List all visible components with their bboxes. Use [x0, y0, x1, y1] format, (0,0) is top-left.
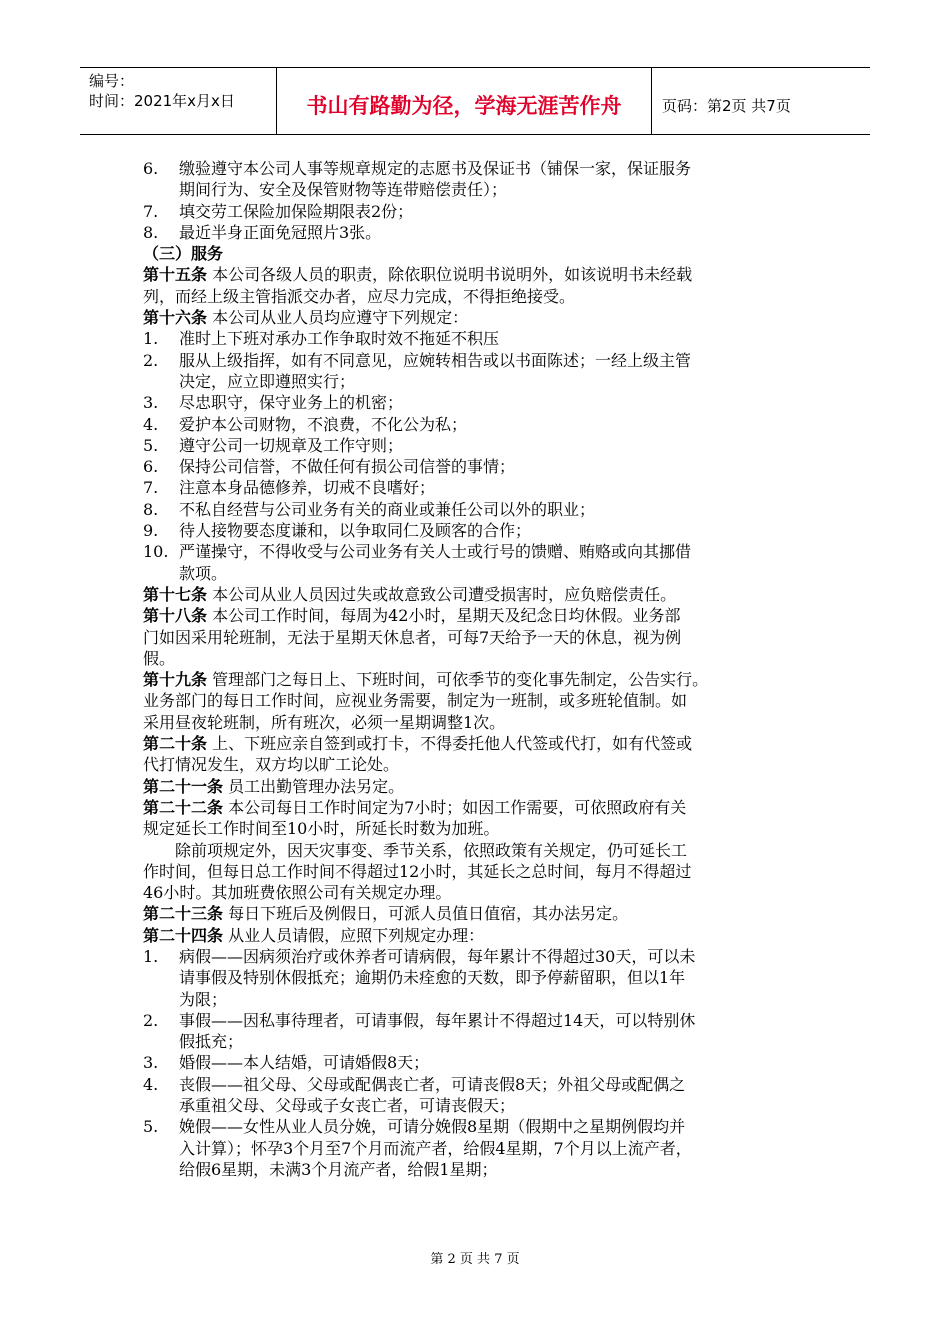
article-text: 本公司各级人员的职责，除依职位说明书说明外，如该说明书未经载 [207, 265, 693, 285]
list-item [143, 158, 823, 201]
list-text-line: 最近半身正面免冠照片3张。 [179, 222, 382, 242]
list-text-line: 病假——因病须治疗或休养者可请病假，每年累计不得超过30天，可以未 [179, 946, 696, 966]
list-text [179, 477, 823, 498]
list-text [179, 158, 823, 201]
list-text-line: 爱护本公司财物，不浪费，不化公为私； [179, 414, 468, 434]
list-item [143, 392, 823, 413]
list-text-line: 尽忠职守，保守业务上的机密； [179, 393, 404, 413]
document-body [143, 158, 823, 1180]
list-text-line: 注意本身品德修养，切戒不良嗜好； [179, 478, 436, 498]
header-meta [80, 68, 277, 134]
list-text [179, 1052, 823, 1073]
list-text [179, 1116, 823, 1180]
article-text: 本公司每日工作时间定为7小时；如因工作需要，可依照政府有关 [223, 797, 687, 817]
article-title: 第二十三条 [143, 904, 224, 924]
list-number: 7. [143, 201, 159, 221]
list-item [143, 414, 823, 435]
header-motto: 书山有路勤为径，学海无涯苦作舟 [277, 68, 652, 134]
list-item [143, 946, 823, 1010]
article-22 [143, 797, 823, 903]
article-text: 每日下班后及例假日，可派人员值日值宿，其办法另定。 [223, 904, 629, 924]
list-number: 2. [143, 350, 159, 370]
article-text: 采用昼夜轮班制，所有班次，必须一星期调整1次。 [143, 712, 506, 732]
list-text-line: 待人接物要态度谦和，以争取同仁及顾客的合作； [179, 521, 532, 541]
article-text: 本公司从业人员均应遵守下列规定： [207, 308, 469, 328]
list-number: 4. [143, 414, 159, 434]
list-text-line: 为限； [179, 989, 228, 1009]
list-text [179, 946, 823, 1010]
list-text [179, 1074, 823, 1117]
number-label: 编号： [89, 72, 135, 90]
article-text: 规定延长工作时间至10小时，所延长时数为加班。 [143, 819, 500, 839]
list-text [179, 520, 823, 541]
list-text-line: 婚假——本人结婚，可请婚假8天； [179, 1053, 430, 1073]
article-text: 员工出勤管理办法另定。 [223, 776, 405, 796]
article-text: 业务部门的每日工作时间，应视业务需要，制定为一班制，或多班轮值制。如 [143, 691, 688, 711]
article-text: 代打情况发生，双方均以旷工论处。 [143, 755, 400, 775]
article-title: 第二十四条 [143, 925, 224, 945]
list-number: 4. [143, 1074, 159, 1094]
list-item [143, 328, 823, 349]
list-number: 5. [143, 1117, 159, 1137]
list-text-line: 缴验遵守本公司人事等规章规定的志愿书及保证书（铺保一家，保证服务 [179, 159, 692, 178]
article-18 [143, 605, 823, 669]
list-item [143, 477, 823, 498]
list-text [179, 222, 823, 243]
list-text-line: 假抵充； [179, 1032, 244, 1052]
list-number: 8. [143, 222, 159, 242]
article-title: 第十八条 [143, 606, 208, 626]
list-item [143, 456, 823, 477]
article-text: 本公司工作时间，每周为42小时，星期天及纪念日均休假。业务部 [207, 606, 681, 626]
article-title: 第十六条 [143, 308, 208, 328]
list-item [143, 1010, 823, 1053]
list-item [143, 1116, 823, 1180]
list-number: 3. [143, 1053, 159, 1073]
list-number: 6. [143, 159, 159, 178]
list-text-line: 款项。 [179, 563, 228, 583]
list-text-line: 入计算）；怀孕3个月至7个月而流产者，给假4星期，7个月以上流产者， [179, 1138, 692, 1158]
list-text-line: 决定，应立即遵照实行； [179, 371, 356, 391]
article-text: 假。 [143, 648, 176, 668]
list-number: 10. [143, 542, 169, 562]
list-text-line: 保持公司信誉，不做任何有损公司信誉的事情； [179, 457, 516, 477]
article-24 [143, 925, 823, 946]
article-19 [143, 669, 823, 733]
list-number: 7. [143, 478, 159, 498]
list-text-line: 不私自经营与公司业务有关的商业或兼任公司以外的职业； [179, 499, 596, 519]
list-text-line: 娩假——女性从业人员分娩，可请分娩假8星期（假期中之星期例假均并 [179, 1117, 686, 1137]
list-text-line: 事假——因私事待理者，可请事假，每年累计不得超过14天，可以特别休 [179, 1010, 696, 1030]
list-number: 5. [143, 435, 159, 455]
section-title: （三）服务 [143, 244, 224, 264]
article-title: 第十七条 [143, 584, 208, 604]
article-text: 门如因采用轮班制，无法于星期天休息者，可每7天给予一天的休息，视为例 [143, 627, 682, 647]
article-21 [143, 776, 823, 797]
list-item [143, 350, 823, 393]
article-text: 列，而经上级主管指派交办者，应尽力完成，不得拒绝接受。 [143, 286, 576, 306]
article-15 [143, 264, 823, 307]
list-text-line: 丧假——祖父母、父母或配偶丧亡者，可请丧假8天；外祖父母或配偶之 [179, 1074, 686, 1094]
header-page-info: 页码：第2页 共7页 [662, 96, 791, 115]
article-title: 第二十二条 [143, 797, 224, 817]
list-number: 8. [143, 499, 159, 519]
article-20 [143, 733, 823, 776]
list-text-line: 请事假及特别休假抵充；逾期仍未痊愈的天数，即予停薪留职，但以1年 [179, 968, 686, 988]
list-text [179, 201, 823, 222]
list-text [179, 456, 823, 477]
article-16 [143, 307, 823, 328]
list-number: 9. [143, 521, 159, 541]
list-item [143, 499, 823, 520]
page-header [80, 67, 870, 135]
list-text [179, 392, 823, 413]
article-16-list [143, 328, 823, 584]
list-item [143, 520, 823, 541]
list-item [143, 222, 823, 243]
page-footer: 第 2 页 共 7 页 [430, 1252, 520, 1267]
list-item [143, 201, 823, 222]
list-text [179, 541, 823, 584]
article-title: 第十五条 [143, 265, 208, 285]
list-text-line: 填交劳工保险加保险期限表2份； [179, 201, 414, 221]
article-text: 作时间，但每日总工作时间不得超过12小时，其延长之总时间，每月不得超过 [143, 861, 692, 881]
list-number: 2. [143, 1010, 159, 1030]
list-item [143, 1074, 823, 1117]
list-text-line: 给假6星期，未满3个月流产者，给假1星期； [179, 1159, 498, 1179]
list-text [179, 414, 823, 435]
article-text: 上、下班应亲自签到或打卡，不得委托他人代签或代打，如有代签或 [207, 734, 693, 754]
list-text [179, 350, 823, 393]
list-text-line: 严谨操守，不得收受与公司业务有关人士或行号的馈赠、贿赂或向其挪借 [179, 542, 692, 562]
article-title: 第二十条 [143, 734, 208, 754]
article-23 [143, 903, 823, 924]
list-text-line: 期间行为、安全及保管财物等连带赔偿责任）； [179, 180, 508, 200]
article-text: 46小时。其加班费依照公司有关规定办理。 [143, 883, 452, 903]
list-item [143, 541, 823, 584]
intro-list [143, 158, 823, 243]
list-item [143, 435, 823, 456]
article-text: 除前项规定外，因天灾事变、季节关系，依照政策有关规定，仍可延长工 [175, 840, 688, 860]
list-number: 3. [143, 393, 159, 413]
list-text [179, 328, 823, 349]
article-text: 本公司从业人员因过失或故意致公司遭受损害时，应负赔偿责任。 [207, 584, 677, 604]
article-24-list [143, 946, 823, 1180]
list-item [143, 1052, 823, 1073]
list-text-line: 准时上下班对承办工作争取时效不拖延不积压 [179, 329, 500, 349]
article-17 [143, 584, 823, 605]
list-number: 1. [143, 329, 159, 349]
list-text [179, 1010, 823, 1053]
article-title: 第十九条 [143, 670, 208, 690]
article-text: 管理部门之每日上、下班时间，可依季节的变化事先制定，公告实行。 [207, 670, 709, 690]
list-text [179, 435, 823, 456]
list-text-line: 承重祖父母、父母或子女丧亡者，可请丧假天； [179, 1096, 516, 1116]
date-label: 时间：2021年x月x日 [89, 92, 235, 110]
list-text [179, 499, 823, 520]
article-title: 第二十一条 [143, 776, 224, 796]
list-text-line: 服从上级指挥，如有不同意见，应婉转相告或以书面陈述；一经上级主管 [179, 350, 692, 370]
article-text: 从业人员请假，应照下列规定办理： [223, 925, 485, 945]
list-number: 1. [143, 946, 159, 966]
list-text-line: 遵守公司一切规章及工作守则； [179, 435, 404, 455]
list-number: 6. [143, 457, 159, 477]
